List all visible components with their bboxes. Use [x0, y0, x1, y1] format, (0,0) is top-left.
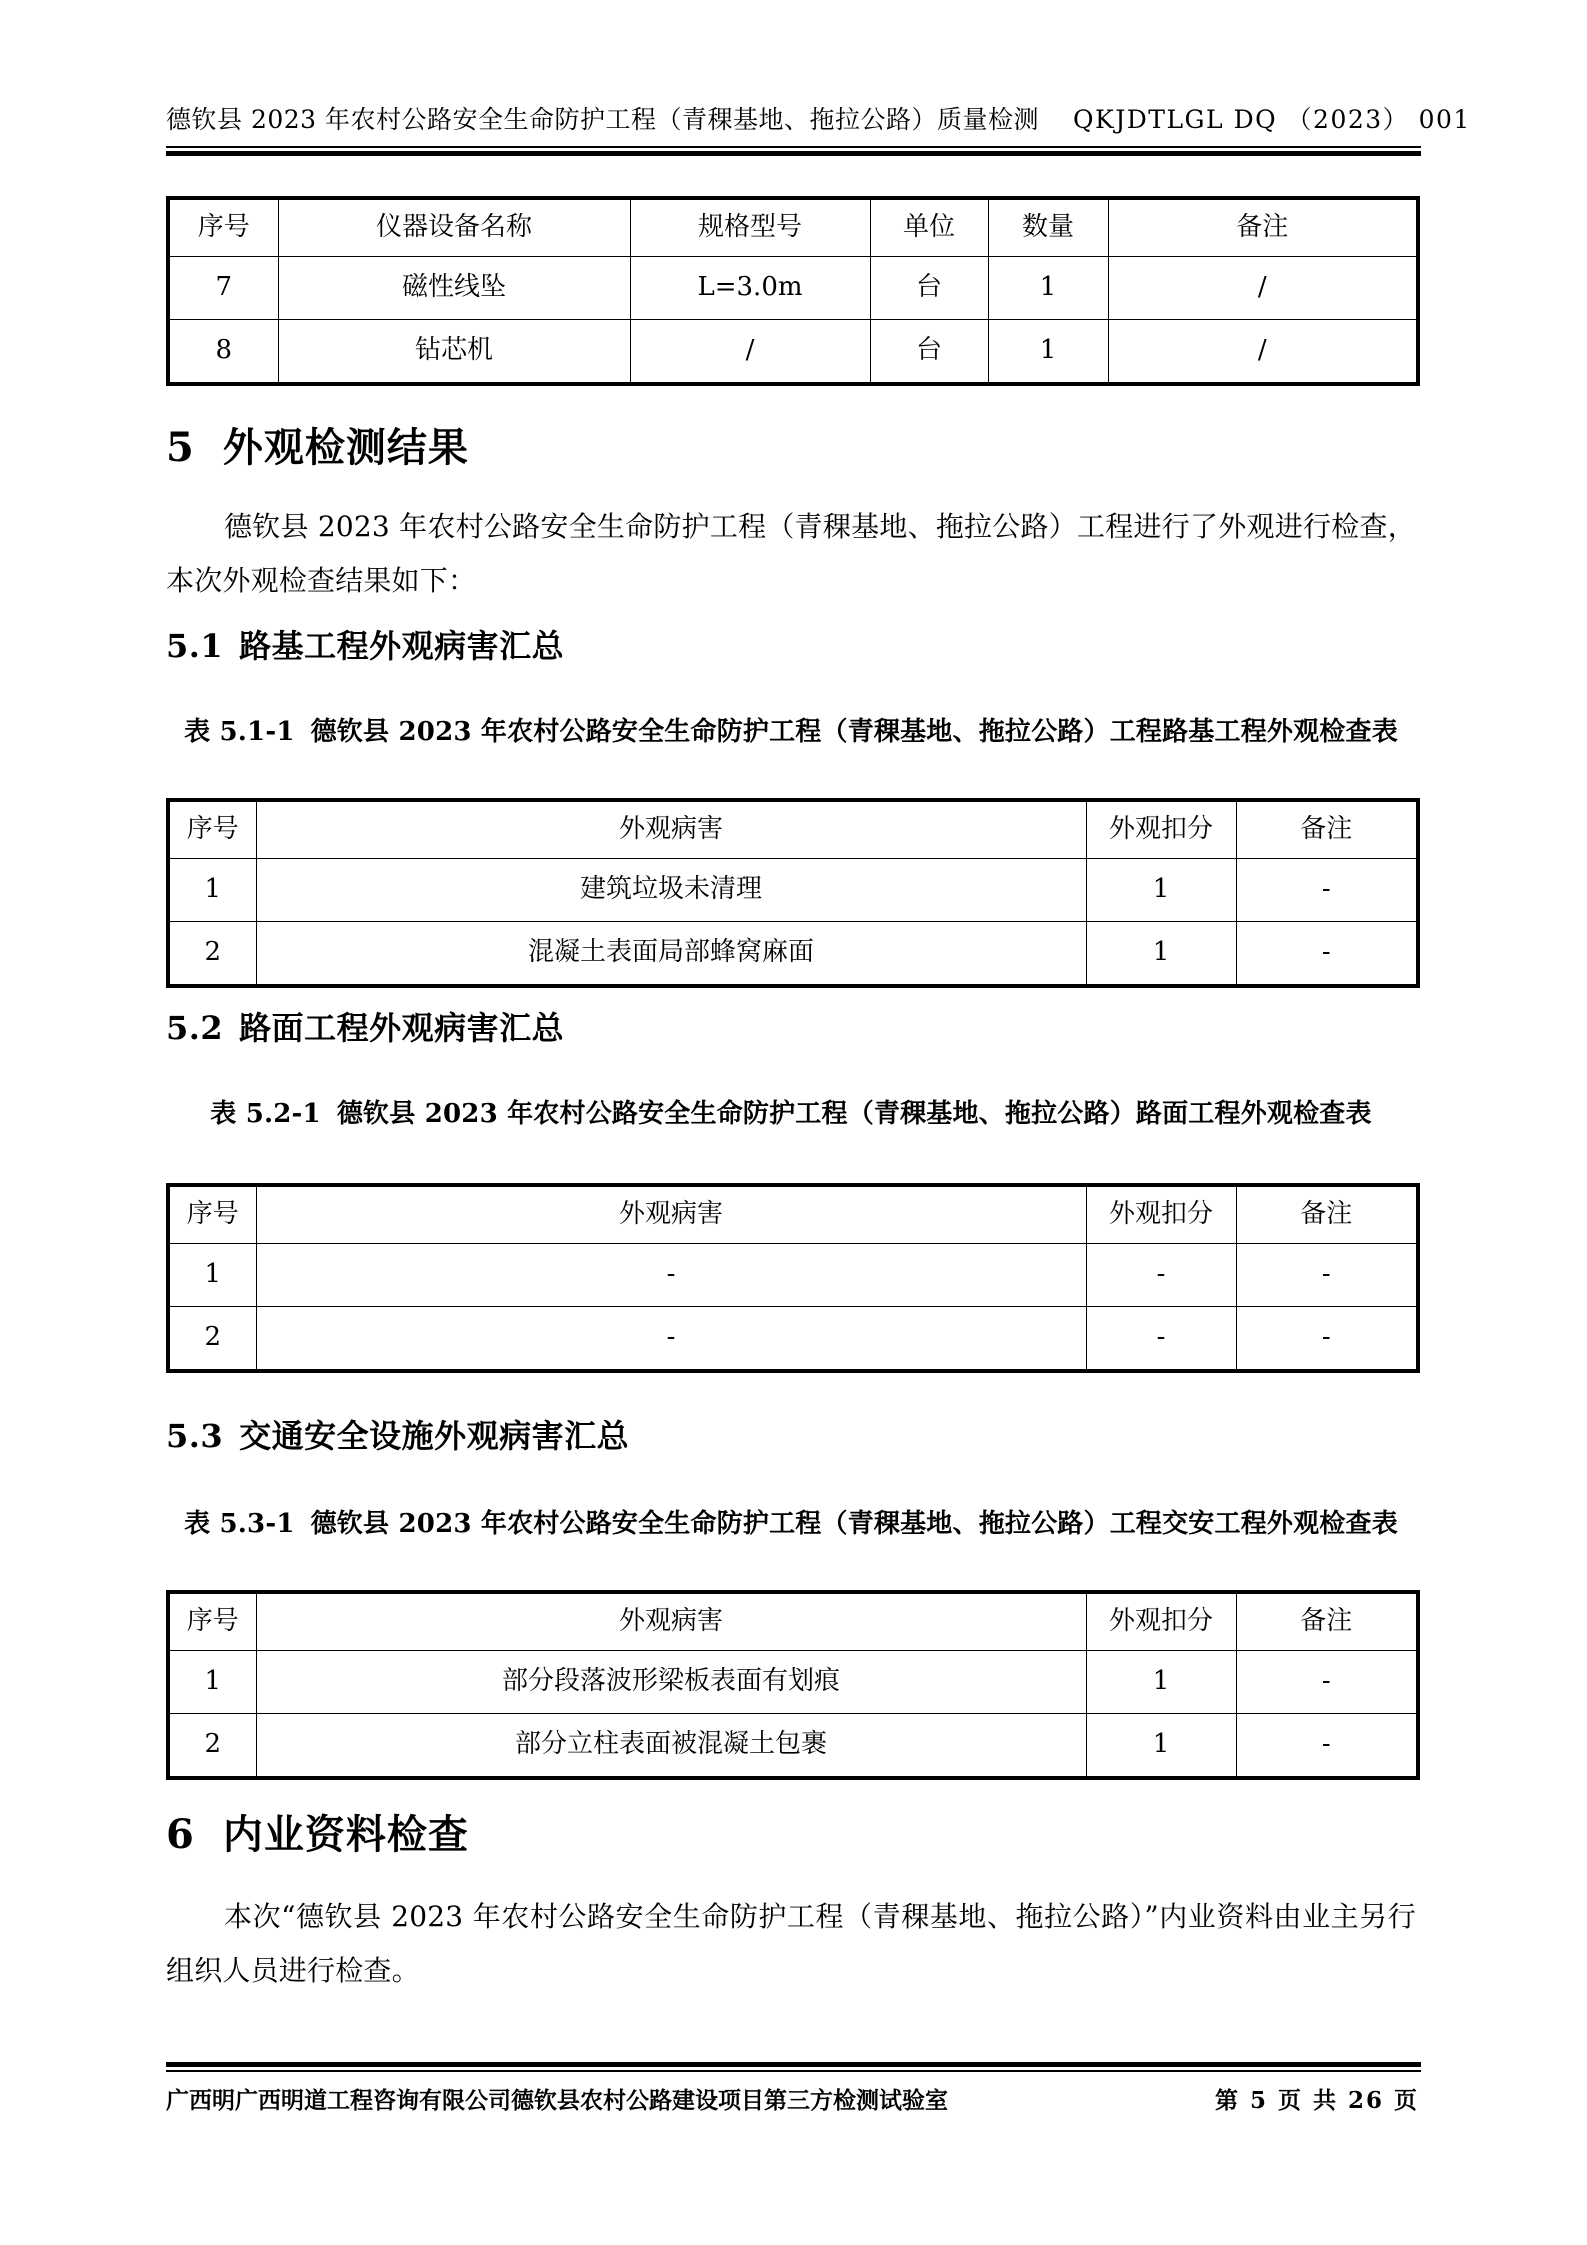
cell-equipment-name: 磁性线坠: [278, 257, 630, 320]
cell-index: 2: [168, 922, 256, 987]
section-5-number: 5: [166, 424, 195, 471]
page-footer: [166, 2062, 1421, 2115]
equipment-table-block: [166, 196, 1421, 386]
section-6-paragraph: 本次“德钦县 2023 年农村公路安全生命防护工程（青稞基地、拖拉公路）”内业资料由业主另行组织人员进行检查。: [166, 1900, 1416, 1987]
section-5-3-heading-block: [166, 1418, 1421, 1455]
column-header: 序号: [168, 198, 278, 257]
column-header: 备注: [1236, 1185, 1418, 1244]
section-5-3-heading: [166, 1418, 1421, 1455]
cell-index: 7: [168, 257, 278, 320]
column-header: 外观病害: [256, 800, 1086, 859]
column-header: 数量: [988, 198, 1108, 257]
section-6-heading: [166, 1812, 1421, 1858]
table-5-2-1-caption-text: 德钦县 2023 年农村公路安全生命防护工程（青稞基地、拖拉公路）路面工程外观检查表: [336, 1099, 1372, 1129]
cell-remark: /: [1108, 257, 1418, 320]
column-header: 外观扣分: [1086, 1185, 1236, 1244]
cell-quantity: 1: [988, 320, 1108, 385]
section-5-2-heading-block: [166, 1010, 1421, 1047]
table-5-1-1-caption-text: 德钦县 2023 年农村公路安全生命防护工程（青稞基地、拖拉公路）工程路基工程外观检查表: [310, 717, 1398, 747]
column-header: 外观扣分: [1086, 800, 1236, 859]
cell-defect: 混凝土表面局部蜂窝麻面: [256, 922, 1086, 987]
cell-defect: -: [256, 1244, 1086, 1307]
table-row: [168, 257, 1418, 320]
column-header: 外观病害: [256, 1185, 1086, 1244]
cell-model: /: [630, 320, 870, 385]
table-5-2-1-number: 表 5.2-1: [210, 1099, 321, 1129]
column-header: 序号: [168, 1185, 256, 1244]
table-row: [168, 859, 1418, 922]
cell-defect: 部分立柱表面被混凝土包裹: [256, 1714, 1086, 1779]
cell-index: 2: [168, 1307, 256, 1372]
section-6-paragraph-block: [166, 1890, 1416, 1998]
table-5-2-1-caption: [166, 1094, 1416, 1134]
cell-deduction: 1: [1086, 859, 1236, 922]
table-5-1-1: [166, 798, 1420, 988]
table-5-3-1-caption-text: 德钦县 2023 年农村公路安全生命防护工程（青稞基地、拖拉公路）工程交安工程外观检查表: [310, 1509, 1398, 1539]
table-row: [168, 1651, 1418, 1714]
section-5-paragraph-block: [166, 500, 1416, 608]
cell-model: L=3.0m: [630, 257, 870, 320]
cell-deduction: 1: [1086, 922, 1236, 987]
footer-page-number: 第 5 页 共 26 页: [1214, 2087, 1419, 2114]
table-5-3-1-caption-block: [166, 1504, 1416, 1544]
cell-defect: 建筑垃圾未清理: [256, 859, 1086, 922]
section-5-3-number: 5.3: [166, 1417, 224, 1455]
page-header: [166, 100, 1471, 152]
section-5-1-heading: [166, 628, 1421, 665]
cell-deduction: 1: [1086, 1651, 1236, 1714]
cell-deduction: -: [1086, 1244, 1236, 1307]
section-5-1-title: 路基工程外观病害汇总: [239, 627, 565, 665]
section-6-heading-block: [166, 1812, 1421, 1858]
table-5-1-1-block: [166, 798, 1421, 988]
table-row: [168, 1714, 1418, 1779]
cell-index: 1: [168, 859, 256, 922]
table-5-1-1-caption: [166, 712, 1416, 752]
header-rule: [166, 146, 1421, 152]
table-5-3-1-caption: [166, 1504, 1416, 1544]
cell-remark: -: [1236, 1714, 1418, 1779]
column-header: 外观病害: [256, 1592, 1086, 1651]
header-title-left: 德钦县 2023 年农村公路安全生命防护工程（青稞基地、拖拉公路）质量检测: [166, 105, 1040, 134]
cell-index: 1: [168, 1244, 256, 1307]
header-doc-code: QKJDTLGL DQ （2023） 001: [1073, 105, 1471, 134]
table-5-1-1-number: 表 5.1-1: [184, 717, 295, 747]
column-header: 规格型号: [630, 198, 870, 257]
cell-remark: -: [1236, 859, 1418, 922]
section-6-number: 6: [166, 1811, 195, 1858]
cell-unit: 台: [870, 320, 988, 385]
cell-defect: -: [256, 1307, 1086, 1372]
column-header: 仪器设备名称: [278, 198, 630, 257]
column-header: 备注: [1108, 198, 1418, 257]
table-5-1-1-caption-block: [166, 712, 1416, 752]
cell-equipment-name: 钻芯机: [278, 320, 630, 385]
table-5-3-1: [166, 1590, 1420, 1780]
section-5-2-title: 路面工程外观病害汇总: [239, 1009, 565, 1047]
cell-index: 8: [168, 320, 278, 385]
cell-index: 1: [168, 1651, 256, 1714]
cell-defect: 部分段落波形梁板表面有划痕: [256, 1651, 1086, 1714]
table-row: [168, 320, 1418, 385]
table-5-2-1-caption-block: [166, 1094, 1416, 1134]
table-header-row: [168, 800, 1418, 859]
footer-rule: [166, 2062, 1421, 2070]
footer-organization: 广西明广西明道工程咨询有限公司德钦县农村公路建设项目第三方检测试验室: [166, 2087, 948, 2114]
table-row: [168, 922, 1418, 987]
column-header: 序号: [168, 800, 256, 859]
section-5-3-title: 交通安全设施外观病害汇总: [239, 1417, 630, 1455]
cell-index: 2: [168, 1714, 256, 1779]
section-5-title: 外观检测结果: [222, 424, 469, 471]
cell-remark: /: [1108, 320, 1418, 385]
cell-remark: -: [1236, 1244, 1418, 1307]
table-row: [168, 1307, 1418, 1372]
column-header: 备注: [1236, 1592, 1418, 1651]
column-header: 单位: [870, 198, 988, 257]
section-5-paragraph: 德钦县 2023 年农村公路安全生命防护工程（青稞基地、拖拉公路）工程进行了外观进行检查，本次外观检查结果如下：: [166, 510, 1416, 597]
section-5-1-number: 5.1: [166, 627, 224, 665]
cell-deduction: -: [1086, 1307, 1236, 1372]
section-5-heading: [166, 425, 1421, 471]
section-5-2-number: 5.2: [166, 1009, 224, 1047]
table-5-2-1-block: [166, 1183, 1421, 1373]
section-5-heading-block: [166, 425, 1421, 471]
cell-deduction: 1: [1086, 1714, 1236, 1779]
cell-remark: -: [1236, 1307, 1418, 1372]
section-5-1-heading-block: [166, 628, 1421, 665]
column-header: 外观扣分: [1086, 1592, 1236, 1651]
table-5-3-1-number: 表 5.3-1: [184, 1509, 295, 1539]
section-5-2-heading: [166, 1010, 1421, 1047]
table-row: [168, 1244, 1418, 1307]
table-header-row: [168, 1592, 1418, 1651]
cell-remark: -: [1236, 1651, 1418, 1714]
table-5-3-1-block: [166, 1590, 1421, 1780]
equipment-table: [166, 196, 1420, 386]
cell-remark: -: [1236, 922, 1418, 987]
column-header: 序号: [168, 1592, 256, 1651]
table-header-row: [168, 1185, 1418, 1244]
section-6-title: 内业资料检查: [222, 1811, 469, 1858]
table-5-2-1: [166, 1183, 1420, 1373]
table-header-row: [168, 198, 1418, 257]
cell-quantity: 1: [988, 257, 1108, 320]
column-header: 备注: [1236, 800, 1418, 859]
cell-unit: 台: [870, 257, 988, 320]
